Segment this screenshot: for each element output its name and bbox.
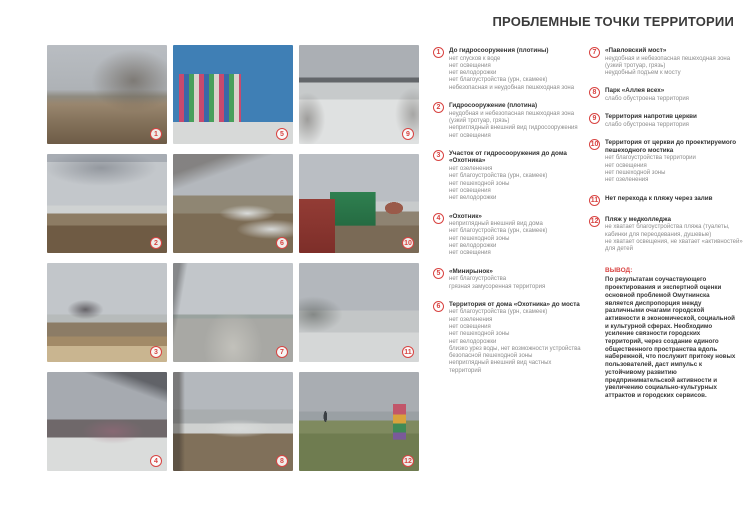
problem-detail: нет спусков к воде [449,55,501,62]
photo-12 [299,372,419,471]
problem-detail: близко урез воды, нет возможности устройства безопасной пешеходной зоны [449,345,581,360]
problem-body [605,139,747,184]
problem-number-circle: 3 [433,150,444,161]
problem-detail: нет велодорожки [449,70,497,77]
problem-detail: нет велодорожки [449,338,497,345]
conclusion-block [605,267,739,399]
problem-detail: нет благоустройства (урн, скамеек) [449,228,548,235]
problem-item [589,87,747,103]
photo-number-badge: 8 [276,455,288,467]
problem-item [433,268,585,291]
problem-title: «Павловский мост» [605,47,667,54]
problem-detail: неудобная и небезопасная пешеходная зона (узкий тротуар, грязь) [449,110,575,124]
problem-detail: нет пешеходной зоны [449,235,510,242]
problem-detail: не хватает освещения, не хватает «активностей» для детей [605,238,743,253]
photo-number-badge: 6 [276,237,288,249]
problem-body [449,268,585,291]
problem-title: Гидросооружение (плотина) [449,102,538,110]
problem-detail: нет благоустройства (урн, скамеек) [449,309,548,316]
problem-title: Пляж у медколледжа [605,215,672,223]
photo-number-badge: 9 [402,128,414,140]
problem-item [589,47,747,77]
photo-grid [47,45,419,471]
problem-detail: нет освещения [449,187,491,194]
photo-number-badge: 1 [150,128,162,140]
problem-detail: грязная замусоренная территория [449,283,546,290]
problem-title: Нет перехода к пляжу через залив [605,194,713,202]
conclusion-text: По результатам соучаствующего проектирования и экспертной оценки основной проблемой Омутнинска является диспропорция между различными очагами городской активности в экономической, социальной и культурной сферах. Необходимо усиление связности городских территорий, через создание единого общественного пространства вдоль набережной, что послужит притоку новых пользователей, даст импульс к устойчивому развитию предпринимательской активности и увеличению социально-культурных аттрактов и городских сервисов. [605,276,736,399]
problem-detail: нет озеленения [605,177,649,184]
problem-body [605,216,747,254]
problem-title: «Охотник» [449,212,482,220]
photo-5 [173,45,293,144]
problem-body [605,87,747,103]
problem-number-circle: 5 [433,268,444,279]
problem-title: Парк «Аллея всех» [605,87,665,95]
problem-detail: нет благоустройства (урн, скамеек) [449,173,548,180]
photo-number-badge: 2 [150,237,162,249]
problem-title: Участок от гидросооружения до дома «Охотника» [449,149,567,165]
problem-number-circle: 11 [590,196,599,204]
photo-9 [299,45,419,144]
problem-title: «Минирынок» [449,267,493,275]
problem-detail: нет велодорожки [449,195,497,202]
problem-number-circle: 8 [589,87,600,98]
photo-2 [47,154,167,253]
problem-detail: нет благоустройства [449,276,507,283]
problem-detail: нет освещения [449,323,491,330]
problem-item [589,216,747,254]
photo-10 [299,154,419,253]
problem-detail: неудобная и небезопасная пешеходная зона (узкий тротуар, грязь) [605,55,731,69]
photo-8 [173,372,293,471]
photo-3 [47,263,167,362]
problem-body [449,150,585,203]
problem-number-circle: 6 [433,301,444,312]
problem-item [433,150,585,203]
photo-number-badge: 7 [276,346,288,358]
problem-detail: нет велодорожки [449,243,497,250]
photo-number-badge: 11 [402,346,414,358]
problem-item [589,195,747,206]
photo-6 [173,154,293,253]
problems-list-2 [589,47,747,253]
problem-detail: неприглядный внешний вид частных территорий [449,360,552,374]
photo-4 [47,372,167,471]
problem-title: До гидросооружения (плотины) [449,47,549,54]
page-title: ПРОБЛЕМНЫЕ ТОЧКИ ТЕРРИТОРИИ [492,14,734,29]
problem-number-circle: 4 [433,213,444,224]
problem-detail: нет благоустройства территории [605,155,696,162]
problem-body [449,47,585,92]
problem-body [449,102,585,140]
problem-detail: нет освещения [449,62,491,69]
photo-number-badge: 4 [150,455,162,467]
problem-detail: слабо обустроена территория [605,121,689,128]
problem-item [433,213,585,258]
problem-detail: неудобный подъем к мосту [605,70,681,77]
problem-body [449,213,585,258]
problem-detail: нет озеленения [449,166,493,173]
problem-title: Территория от церкви до проектируемого пешеходного мостика [605,139,737,154]
problem-detail: неприглядный внешний вид дома [449,221,543,228]
problem-detail: нет освещения [605,162,647,169]
problem-detail: не хватает благоустройства пляжа (туалеты, кабинки для переодевания, душевые) [605,224,730,238]
problem-detail: нет озеленения [449,316,493,323]
problem-body [449,301,585,375]
problem-detail: неприглядный внешний вид гидросооружения [449,125,578,132]
photo-number-badge: 12 [402,455,414,467]
problem-detail: небезопасная и неудобная пешеходная зона [449,84,575,91]
problem-item [433,47,585,92]
photo-1 [47,45,167,144]
problem-title: Территория от дома «Охотника» до моста [449,300,580,308]
problem-detail: нет пешеходной зоны [449,331,510,338]
problem-item [589,139,747,184]
problem-title: Территория напротив церкви [605,113,697,121]
problem-detail: нет освещения [449,132,491,139]
problem-detail: нет благоустройства (урн, скамеек) [449,77,548,84]
problem-item [433,102,585,140]
problem-item [589,113,747,129]
problem-number-circle: 7 [589,47,600,58]
photo-number-badge: 10 [402,237,414,249]
problems-column-2 [589,47,747,400]
problem-number-circle: 10 [590,141,599,149]
conclusion-label: ВЫВОД: [605,267,633,275]
photo-number-badge: 5 [276,128,288,140]
problem-body [605,47,747,77]
problem-number-circle: 2 [433,102,444,113]
problem-detail: нет освещения [449,250,491,257]
problem-body [605,195,747,206]
problem-number-circle: 1 [433,47,444,58]
problem-number-circle: 12 [590,217,599,225]
problems-column-1 [433,47,585,385]
photo-number-badge: 3 [150,346,162,358]
photo-7 [173,263,293,362]
photo-11 [299,263,419,362]
problem-detail: нет пешеходной зоны [449,180,510,187]
problem-detail: слабо обустроена территория [605,96,689,103]
problem-number-circle: 9 [589,113,600,124]
problem-detail: нет пешеходной зоны [605,170,666,177]
problem-body [605,113,747,129]
problem-item [433,301,585,375]
